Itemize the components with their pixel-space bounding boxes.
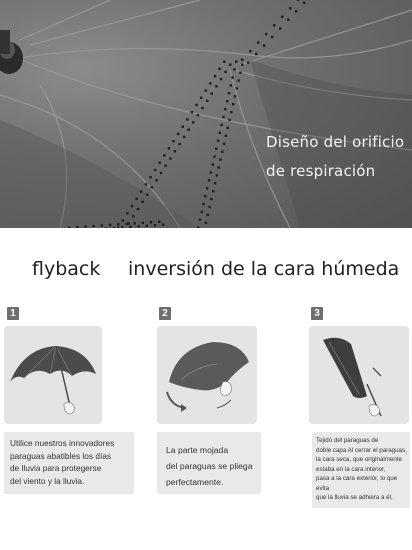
vent-hole [149,176,151,178]
photo-caption-line2: de respiración [266,162,376,180]
vent-hole [76,226,78,228]
vent-hole [236,87,238,89]
vent-hole [117,223,119,225]
vent-hole [223,61,225,63]
closed-umbrella-icon [309,326,409,424]
step-2-line-3: perfectamente. [166,477,224,487]
open-umbrella-icon [4,326,102,424]
vent-hole [224,71,226,73]
vent-hole [132,215,134,217]
vent-hole [197,227,199,229]
vent-hole [117,227,119,229]
vent-hole [222,116,224,118]
vent-hole [163,154,165,156]
vent-hole [206,100,208,102]
vent-hole [142,222,144,224]
vent-hole [273,24,275,26]
headline [0,258,412,286]
vent-hole [140,190,142,192]
vent-hole [168,147,170,149]
vent-hole [215,85,217,87]
vent-hole [188,129,190,131]
vent-hole [113,227,115,228]
vent-hole [212,163,214,165]
vent-hole [289,7,291,9]
step-1-line-1: Utilice nuestros innovadores [10,438,115,448]
vent-hole [131,205,133,207]
step-1-line-3: de lluvia para protegerse [10,463,102,474]
vent-hole [214,182,216,184]
vent-hole [68,227,70,229]
vent-hole [207,214,209,216]
vent-hole [219,158,221,160]
vent-hole [215,148,217,150]
vent-hole [195,104,197,106]
vent-hole [230,84,232,86]
vent-hole [208,206,210,208]
vent-hole [191,111,193,113]
vent-hole [221,124,223,126]
vent-hole [145,183,147,185]
vent-hole [205,89,207,91]
vent-hole [234,95,236,97]
vent-hole [227,127,229,129]
vent-hole [271,36,273,38]
vent-hole [174,150,176,152]
vent-hole [210,171,212,173]
vent-hole [224,108,226,110]
folding-umbrella-icon [157,326,257,424]
headline-inversion: inversión de la cara húmeda [128,258,400,280]
vent-hole [121,226,123,228]
vent-hole [208,179,210,181]
vent-hole [146,193,148,195]
vent-hole [249,50,251,52]
vent-hole [197,114,199,116]
vent-hole [105,227,107,228]
vent-hole [297,0,299,1]
vent-hole [158,221,160,223]
vent-hole [237,79,239,81]
vent-hole [146,225,148,227]
vent-hole [205,222,207,224]
vent-hole [141,201,143,203]
vent-hole [137,208,139,210]
vent-hole [200,97,202,99]
step-3-line-2: doble capa Al cerrar el paraguas, [316,446,407,454]
vent-hole [219,132,221,134]
vent-hole [126,212,128,214]
vent-hole [241,64,243,66]
vent-hole [255,53,257,55]
vent-hole [220,78,222,80]
vent-hole [125,223,127,225]
vent-hole [228,92,230,94]
vent-hole [169,157,171,159]
vent-hole [138,225,140,227]
vent-hole [84,225,86,227]
vent-hole [303,2,305,4]
vent-hole [233,68,235,70]
vent-hole [225,135,227,137]
vent-hole [165,165,167,167]
vent-hole [186,118,188,120]
vent-hole [201,211,203,213]
vent-hole [151,186,153,188]
vent-hole [231,76,233,78]
vent-hole [281,16,283,18]
vent-hole [154,169,156,171]
vent-hole [150,221,152,223]
step-2-number: 2 [159,307,171,320]
vent-hole [228,119,230,121]
step-1-number: 1 [7,307,19,320]
canopy-illustration [0,0,412,228]
vent-hole [221,151,223,153]
vent-hole [210,198,212,200]
vent-hole [257,41,259,43]
step-2-line-2: del paraguas se pliega [166,461,253,471]
vent-hole [226,100,228,102]
vent-hole [232,103,234,105]
vent-hole [172,140,174,142]
vent-hole [192,121,194,123]
vent-hole [199,219,201,221]
step-2-line-1: La parte mojada [166,445,229,455]
vent-hole [235,61,237,63]
step-3-line-3: la cara seca, que originalmente [316,456,402,463]
vent-hole [211,92,213,94]
vent-hole [155,179,157,181]
vent-hole [239,71,241,73]
vent-hole [218,166,220,168]
vent-hole [265,33,267,35]
vent-hole [101,224,103,226]
vent-hole [263,44,265,46]
vent-hole [128,222,130,224]
vent-hole [279,27,281,29]
vent-hole [206,187,208,189]
vent-hole [295,10,297,12]
headline-flyback: flyback [32,258,101,280]
vent-hole [135,198,137,200]
vent-hole [229,64,231,66]
umbrella-tip-icon [0,30,23,74]
vent-hole [182,126,184,128]
step-2-illustration [157,326,257,424]
step-2-description [157,432,261,494]
step-3-line-1: Tejido del paraguas de [316,437,379,444]
photo-caption-line1: Diseño del orificio [266,133,405,151]
step-1-line-2: paraguas abatibles los días [10,450,112,461]
vent-hole [160,172,162,174]
vent-hole [134,222,136,224]
step-1-line-4: del viento y la lluvia. [10,475,85,486]
vent-hole [287,19,289,21]
vent-hole [217,140,219,142]
vent-hole [129,226,131,228]
vent-hole [223,143,225,145]
vent-hole [109,224,111,226]
vent-hole [218,68,220,70]
vent-hole [241,59,243,61]
vent-hole [122,219,124,221]
step-3-line-5: pasa a la cara exterior, lo que evita [316,475,398,492]
vent-hole [178,143,180,145]
vent-hole [204,195,206,197]
vent-hole [159,162,161,164]
vent-hole [247,62,249,64]
step-3-line-6: que la lluvia se adhiera a él. [316,494,393,501]
vent-hole [183,136,185,138]
step-3-illustration [309,326,409,424]
vent-hole [154,224,156,226]
vent-hole [212,190,214,192]
step-1-illustration [4,326,102,424]
vent-hole [201,107,203,109]
vent-hole [177,133,179,135]
vent-hole [230,111,232,113]
vent-hole [162,224,164,226]
vent-hole [202,203,204,205]
vent-hole [214,75,216,77]
step-1-description [4,432,134,494]
vent-hole [93,225,95,227]
step-3-description [312,432,410,508]
vent-hole [209,82,211,84]
umbrella-canopy-photo [0,0,412,228]
vent-hole [213,155,215,157]
step-3-number: 3 [311,307,323,320]
vent-hole [216,174,218,176]
step-3-line-4: estaba en la cara interior, [316,465,386,473]
